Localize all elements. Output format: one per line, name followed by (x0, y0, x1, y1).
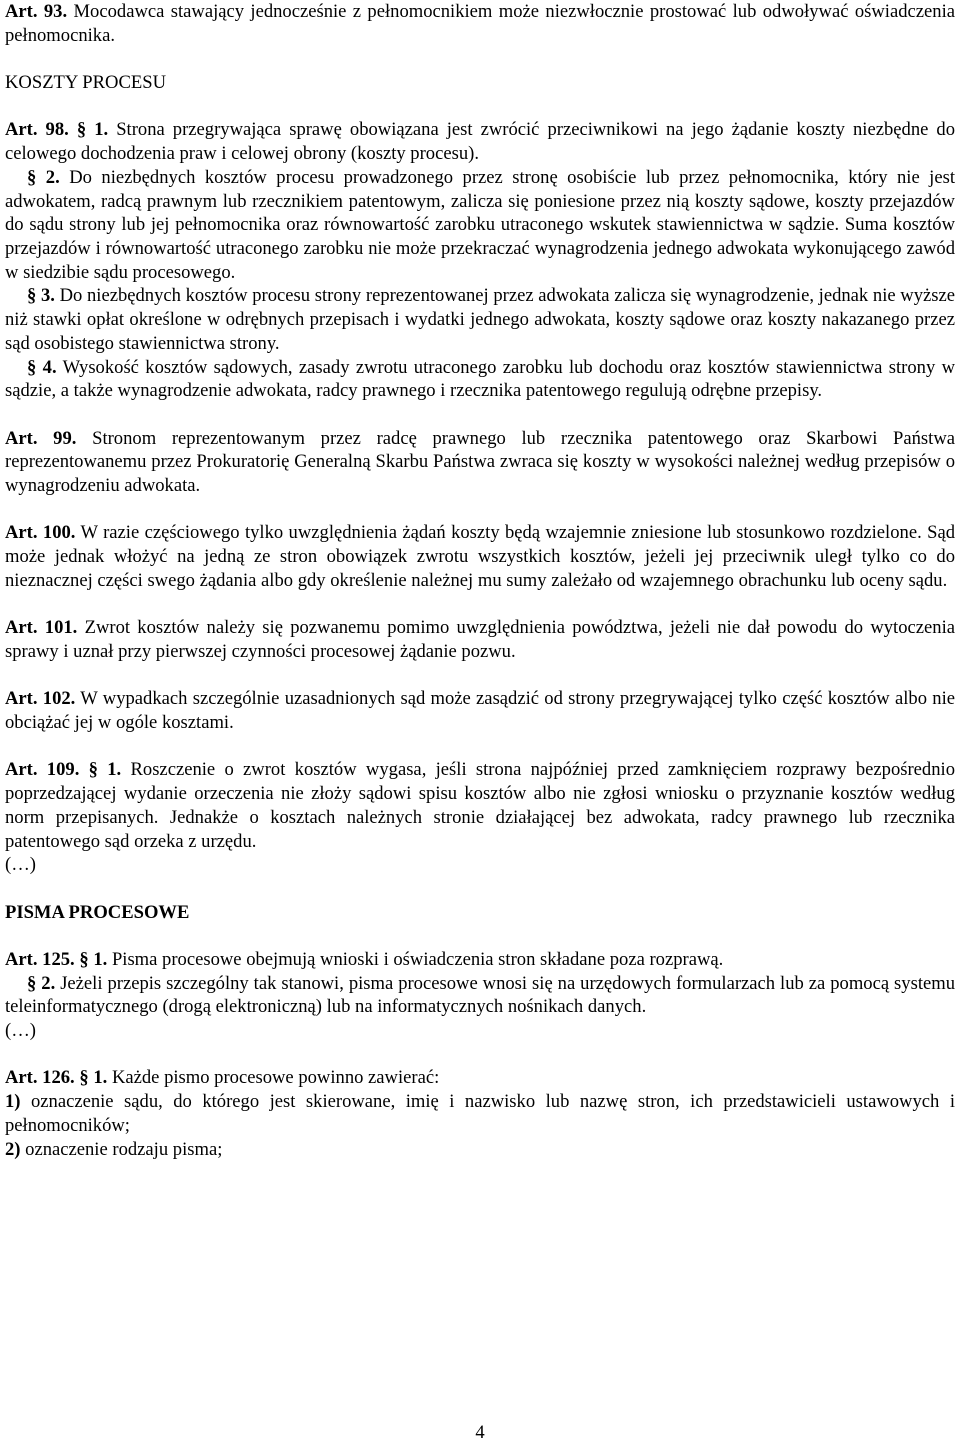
section-heading-koszty: KOSZTY PROCESU (5, 72, 166, 94)
list-item (5, 1138, 955, 1162)
paragraph-text: Jednakże o kosztach należnych stronie działającej bez adwokata, radcy prawnego lub rzecznika patentowego sąd orzeka z urzędu. (5, 806, 955, 852)
article-label: Art. 101. (5, 617, 78, 639)
paragraph-number: § 3. (27, 285, 55, 307)
paragraph-number: § 1. (76, 119, 109, 141)
spacer (5, 924, 955, 948)
list-item (5, 1090, 955, 1137)
spacer (5, 735, 955, 759)
paragraph-text: Wysokość kosztów sądowych, zasady zwrotu utraconego zarobku lub dochodu oraz kosztów stawiennictwa strony w sądzie, a także wynagrodzenie adwokata, radcy prawnego i rzecznika patentowego regulują odrębne przepisy. (5, 356, 955, 402)
article-text: Stronom reprezentowanym przez radcę prawnego lub rzecznika patentowego oraz Skarbowi Państwa reprezentowanemu przez Prokuratorię Generalną Skarbu Państwa zwraca się koszty w wysokości należnej według przepisów o wynagrodzeniu adwokata. (5, 427, 955, 497)
article-label: Art. 98. (5, 119, 69, 141)
article-label: Art. 109. (5, 759, 80, 781)
article-125-para-2 (5, 972, 955, 1019)
spacer (5, 877, 955, 901)
paragraph-text: Do niezbędnych kosztów procesu prowadzonego przez stronę osobiście lub przez pełnomocnika, który nie jest adwokatem, radcą prawnym lub rzecznikiem patentowym, zalicza się poniesione przez nią koszty sądowe, koszty przejazdów do sądu strony lub jej pełnomocnika oraz równowartość zarobku utraconego wskutek stawiennictwa w sądzie. (5, 166, 955, 236)
paragraph-number: § 2. (27, 972, 56, 994)
article-label: Art. 102. (5, 688, 76, 710)
list-item-number: 2) (5, 1138, 21, 1160)
paragraph-text: Pisma procesowe obejmują wnioski i oświadczenia stron składane poza rozprawą. (111, 948, 724, 970)
list-item-text: oznaczenie sądu, do którego jest skierowane, imię i nazwisko lub nazwę stron, ich przedstawicieli ustawowych i pełnomocników; (5, 1091, 955, 1136)
paragraph-number: § 1. (88, 759, 122, 781)
article-102 (5, 687, 955, 734)
paragraph-number: § 2. (27, 166, 60, 188)
paragraph-text: Roszczenie o zwrot kosztów wygasa, jeśli strona najpóźniej przed zamknięciem rozprawy bezpośrednio poprzedzającej wydanie orzeczenia nie złoży sądowi spisu kosztów albo nie zgłosi wniosku o przyznanie kosztów według norm przepisanych. (5, 759, 955, 828)
spacer (5, 664, 955, 688)
list-item-text: oznaczenie rodzaju pisma; (25, 1138, 223, 1160)
article-93 (5, 0, 955, 47)
article-101 (5, 616, 955, 663)
paragraph-text: Jeżeli przepis szczególny tak stanowi, pisma procesowe wnosi się na urzędowych formularzach lub za pomocą systemu teleinformatycznego (drogą elektroniczną) lub na informatycznych nośnikach danych. (5, 972, 956, 1018)
article-100 (5, 521, 955, 592)
article-99 (5, 427, 955, 498)
article-text: Zwrot kosztów należy się pozwanemu pomimo uwzględnienia powództwa, jeżeli nie dał powodu do wytoczenia sprawy i uznał przy pierwszej czynności procesowej żądanie pozwu. (5, 617, 955, 662)
article-text: W razie częściowego tylko uwzględnienia żądań koszty będą wzajemnie zniesione lub stosunkowo rozdzielone. (80, 522, 922, 544)
article-98-para-3 (5, 284, 955, 355)
section-heading-pisma: PISMA PROCESOWE (5, 901, 190, 923)
article-label: Art. 93. (5, 1, 68, 22)
article-98-para-4 (5, 356, 955, 403)
paragraph-text: Do niezbędnych kosztów procesu strony reprezentowanej przez adwokata zalicza się wynagrodzenie, jednak nie wyższe niż stawki opłat określone w odrębnych przepisach i wydatki jednego adwokata, koszty sądowe oraz koszty nakazanego przez sąd osobistego stawiennictwa strony. (5, 285, 955, 354)
article-98-para-1 (5, 118, 955, 165)
article-text: Mocodawca stawający jednocześnie z pełnomocnikiem może niezwłocznie prostować lub odwoływać oświadczenia pełnomocnika. (5, 1, 955, 46)
spacer (5, 1043, 955, 1067)
article-98-para-2 (5, 166, 955, 285)
paragraph-text: Strona przegrywająca sprawę obowiązana jest zwrócić przeciwnikowi na jego żądanie koszty niezbędne do celowego dochodzenia praw i celowej obrony (koszty procesu). (5, 119, 956, 165)
paragraph-text: Suma kosztów przejazdów i równowartość utraconego zarobku nie może przekraczać wynagrodzenia jednego adwokata wykonującego zawód w siedzibie sądu procesowego. (5, 214, 955, 283)
article-text: W wypadkach szczególnie uzasadnionych sąd może zasądzić od strony przegrywającej tylko część kosztów albo nie obciążać jej w ogóle kosztami. (5, 688, 955, 733)
omission-mark: (…) (5, 1020, 36, 1042)
spacer (5, 47, 955, 71)
page-number: 4 (475, 1422, 485, 1443)
list-item-number: 1) (5, 1091, 21, 1113)
article-126-para-1 (5, 1066, 955, 1090)
paragraph-number: § 1. (79, 948, 108, 970)
omission-mark: (…) (5, 854, 36, 876)
article-109 (5, 758, 955, 853)
paragraph-number: § 4. (27, 356, 57, 378)
paragraph-text: Każde pismo procesowe powinno zawierać: (111, 1067, 440, 1089)
article-125-para-1 (5, 948, 955, 972)
paragraph-number: § 1. (79, 1067, 108, 1089)
spacer (5, 498, 955, 522)
spacer (5, 95, 955, 119)
article-label: Art. 126. (5, 1067, 75, 1089)
article-label: Art. 125. (5, 948, 75, 970)
article-label: Art. 99. (5, 427, 77, 449)
article-text: Sąd może jednak włożyć na jedną ze stron obowiązek zwrotu wszystkich kosztów, jeżeli jej przeciwnik uległ tylko co do nieznacznej części swego żądania albo gdy określenie należnej mu sumy zależało od wzajemnego obrachunku lub oceny sądu. (5, 522, 956, 591)
spacer (5, 403, 955, 427)
article-label: Art. 100. (5, 522, 76, 544)
spacer (5, 593, 955, 617)
